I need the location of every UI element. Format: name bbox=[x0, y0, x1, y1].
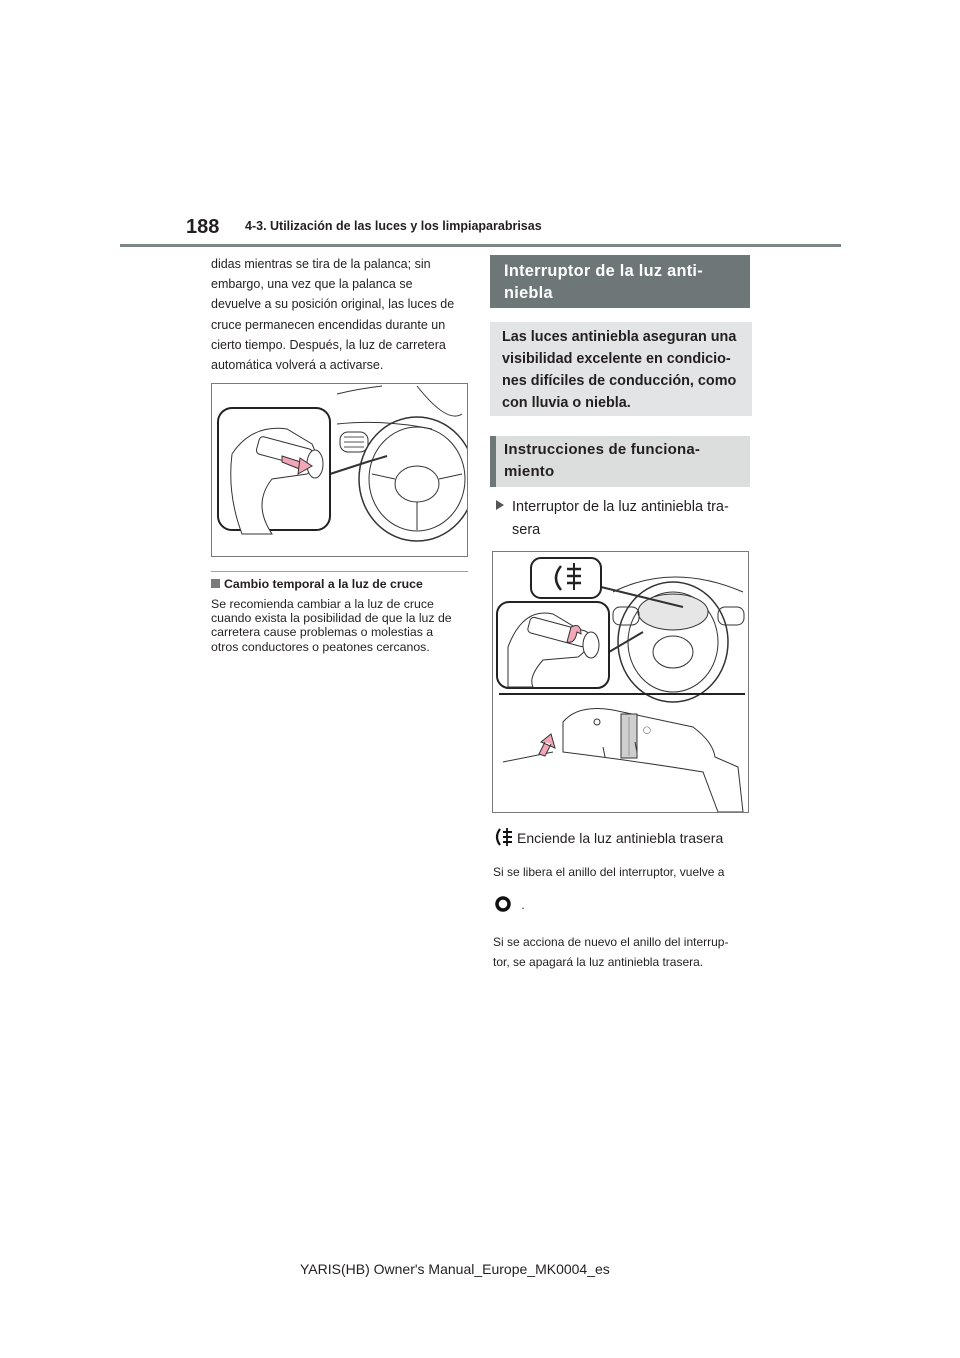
note-heading-text: Cambio temporal a la luz de cruce bbox=[224, 577, 423, 591]
release-end: . bbox=[521, 898, 525, 912]
bullet-item bbox=[496, 496, 756, 542]
section-title-line: niebla bbox=[504, 284, 553, 302]
section-title bbox=[490, 255, 750, 308]
paragraph-line: automática volverá a activarse. bbox=[211, 358, 384, 373]
paragraph-line: embargo, una vez que la palanca se bbox=[211, 277, 413, 292]
intro-box bbox=[490, 322, 752, 416]
note-line: Se recomienda cambiar a la luz de cruce bbox=[211, 597, 434, 611]
note-divider bbox=[211, 571, 468, 572]
intro-line: visibilidad excelente en condicio- bbox=[502, 351, 731, 367]
header-rule bbox=[120, 244, 841, 247]
note-line: cuando exista la posibilidad de que la luz de bbox=[211, 611, 452, 626]
section-title-line: Interruptor de la luz anti- bbox=[504, 262, 703, 280]
fog-icon-row bbox=[493, 827, 723, 847]
square-bullet-icon bbox=[211, 579, 220, 588]
note-body bbox=[211, 597, 469, 654]
paragraph-line: didas mientras se tira de la palanca; sin bbox=[211, 257, 431, 271]
triangle-bullet-icon bbox=[496, 500, 504, 510]
lever-figure bbox=[211, 383, 468, 557]
intro-line: nes difíciles de conducción, como bbox=[502, 373, 737, 389]
off-icon-row bbox=[494, 895, 525, 913]
fog-icon-description: Enciende la luz antiniebla trasera bbox=[517, 830, 724, 846]
intro-line: con lluvia o niebla. bbox=[502, 395, 631, 411]
fog-switch-figure bbox=[492, 551, 749, 813]
intro-line: Las luces antiniebla aseguran una bbox=[502, 329, 737, 345]
running-head: 4-3. Utilización de las luces y los limpiaparabrisas bbox=[245, 219, 542, 233]
svg-text:◯: ◯ bbox=[643, 726, 651, 734]
note-line: otros conductores o peatones cercanos. bbox=[211, 639, 430, 654]
again-line: Si se acciona de nuevo el anillo del interrup- bbox=[493, 935, 729, 949]
again-paragraph bbox=[493, 932, 728, 972]
paragraph-line: cierto tiempo. Después, la luz de carretera bbox=[211, 337, 446, 352]
bullet-line: sera bbox=[512, 522, 541, 538]
subsection-title-line: Instrucciones de funciona- bbox=[504, 441, 701, 458]
paragraph-line: cruce permanecen encendidas durante un bbox=[211, 317, 446, 332]
footer: YARIS(HB) Owner's Manual_Europe_MK0004_es bbox=[300, 1261, 610, 1277]
note-heading bbox=[211, 577, 423, 591]
release-line: Si se libera el anillo del interruptor, vuelve a bbox=[493, 865, 725, 879]
page-number: 188 bbox=[186, 216, 220, 238]
rear-fog-light-icon bbox=[493, 827, 513, 847]
off-position-icon bbox=[494, 895, 512, 913]
subsection-title bbox=[490, 436, 750, 487]
lever-illustration bbox=[212, 384, 467, 556]
subsection-title-line: miento bbox=[504, 463, 555, 480]
continued-paragraph bbox=[211, 254, 469, 375]
fog-switch-illustration bbox=[493, 552, 748, 812]
again-line: tor, se apagará la luz antiniebla trasera. bbox=[493, 955, 704, 969]
paragraph-line: devuelve a su posición original, las luces de bbox=[211, 297, 455, 312]
bullet-line: Interruptor de la luz antiniebla tra- bbox=[512, 499, 729, 515]
note-line: carretera cause problemas o molestias a bbox=[211, 625, 434, 640]
